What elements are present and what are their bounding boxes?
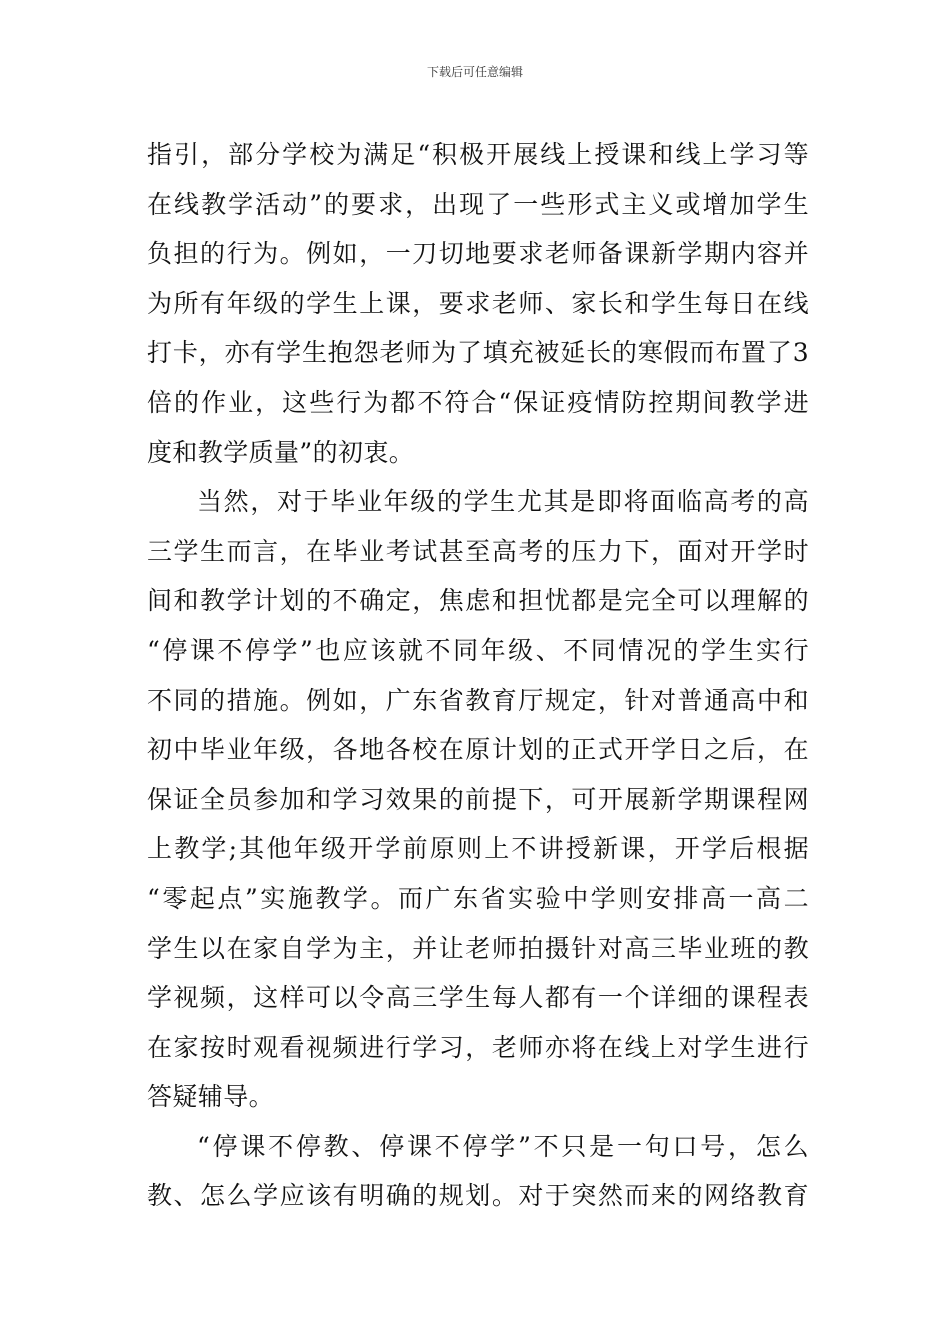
text-line: 在线教学活动”的要求，出现了一些形式主义或增加学生 bbox=[147, 189, 809, 219]
text-line: “零起点”实施教学。而广东省实验中学则安排高一高二 bbox=[147, 883, 809, 913]
text-line: 三学生而言，在毕业考试甚至高考的压力下，面对开学时 bbox=[147, 536, 809, 566]
text-line: 打卡，亦有学生抱怨老师为了填充被延长的寒假而布置了3 bbox=[147, 338, 809, 368]
text-line: 学视频，这样可以令高三学生每人都有一个详细的课程表 bbox=[147, 983, 809, 1013]
text-line: 在家按时观看视频进行学习，老师亦将在线上对学生进行 bbox=[147, 1032, 809, 1062]
text-line: 初中毕业年级，各地各校在原计划的正式开学日之后，在 bbox=[147, 735, 809, 765]
text-line: 指引，部分学校为满足“积极开展线上授课和线上学习等 bbox=[147, 140, 809, 169]
text-line: 答疑辅导。 bbox=[147, 1082, 275, 1112]
text-line: 上教学;其他年级开学前原则上不讲授新课，开学后根据 bbox=[147, 834, 809, 864]
text-line: 教、怎么学应该有明确的规划。对于突然而来的网络教育 bbox=[147, 1181, 809, 1211]
text-line: “停课不停教、停课不停学”不只是一句口号，怎么 bbox=[197, 1131, 809, 1161]
text-line: 保证全员参加和学习效果的前提下，可开展新学期课程网 bbox=[147, 784, 809, 814]
document-body bbox=[147, 130, 809, 1221]
text-line: “停课不停学”也应该就不同年级、不同情况的学生实行 bbox=[147, 635, 809, 665]
text-line: 为所有年级的学生上课，要求老师、家长和学生每日在线 bbox=[147, 288, 809, 318]
text-line: 倍的作业，这些行为都不符合“保证疫情防控期间教学进 bbox=[147, 387, 809, 417]
text-line: 负担的行为。例如，一刀切地要求老师备课新学期内容并 bbox=[147, 239, 809, 269]
page-header: 下载后可任意编辑 bbox=[426, 65, 523, 79]
text-line: 度和教学质量”的初衷。 bbox=[147, 437, 415, 467]
text-line: 间和教学计划的不确定，焦虑和担忧都是完全可以理解的 bbox=[147, 586, 809, 616]
text-line: 不同的措施。例如，广东省教育厅规定，针对普通高中和 bbox=[147, 685, 809, 715]
text-line: 当然，对于毕业年级的学生尤其是即将面临高考的高 bbox=[197, 487, 809, 517]
text-line: 学生以在家自学为主，并让老师拍摄针对高三毕业班的教 bbox=[147, 933, 809, 963]
